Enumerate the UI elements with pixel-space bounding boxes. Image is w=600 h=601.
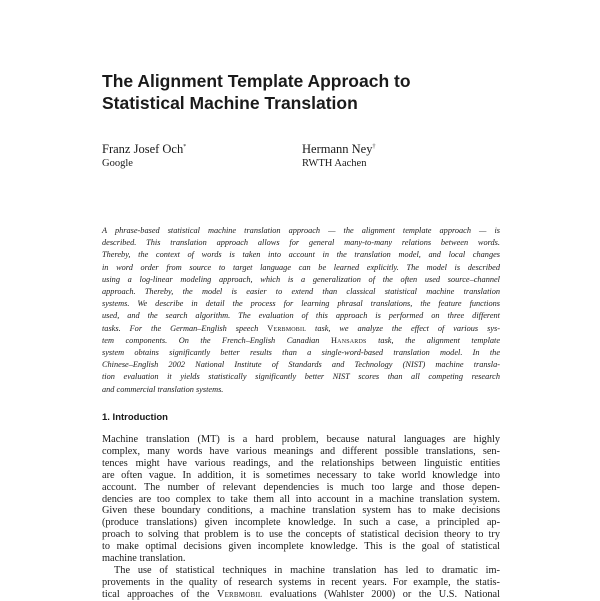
- abstract-line-hansards: [102, 335, 500, 347]
- author-2-name: Hermann Ney: [302, 142, 373, 157]
- abstract-line: and commercial translation systems.: [102, 384, 224, 394]
- abstract: [102, 225, 500, 396]
- abstract-line: used, and the search algorithm. The evaluation of this approach is performed on three different: [102, 311, 500, 321]
- abstract-line: described. This translation approach allows for general many-to-many relations between words.: [102, 238, 500, 248]
- section-heading-introduction: 1. Introduction: [102, 412, 168, 423]
- title-line-1: The Alignment Template Approach to: [102, 71, 411, 91]
- author-1: [102, 140, 186, 170]
- abstract-text: tem components. On the French–English Canadian: [102, 335, 331, 345]
- body-line: tences might have various readings, and the relationships between linguistic entities: [102, 457, 500, 469]
- body-line: The use of statistical techniques in machine translation has led to dramatic im-: [114, 564, 500, 576]
- body-line: Machine translation (MT) is a hard problem, because natural languages are highly: [102, 434, 500, 445]
- author-1-affiliation: Google: [102, 158, 133, 170]
- author-1-mark: *: [183, 144, 187, 150]
- body-line: dencies are too complex to take them all into account in a machine translation system.: [102, 493, 500, 505]
- body-line: Given these boundary conditions, a machine translation system has to make decisions: [102, 505, 500, 517]
- abstract-line: in word order from source to target language can be learned explicitly. The model is described: [102, 262, 500, 272]
- body-line: are often vague. In addition, it is sometimes necessary to take world knowledge into: [102, 469, 500, 481]
- body-line: proach to solving that problem is to use the concepts of statistical decision theory to try: [102, 529, 500, 541]
- author-2-mark: †: [372, 144, 376, 150]
- verbmobil-small-caps: Verbmobil: [216, 588, 263, 600]
- body-line: complex, many words have various meanings and different possible translations, sen-: [102, 445, 500, 457]
- abstract-line: system obtains significantly better results than a single-word-based translation model. In the: [102, 348, 500, 358]
- abstract-line-verbmobil: [102, 323, 500, 335]
- author-2: [302, 140, 375, 170]
- body-line: provements in the quality of research systems in recent years. For example, the statis-: [102, 576, 500, 588]
- abstract-line: Thereby, the context of words is taken into account in the translation model, and local changes: [102, 250, 500, 260]
- author-1-name-wrap: [102, 140, 186, 157]
- title-line-2: Statistical Machine Translation: [102, 93, 358, 113]
- hansards-small-caps: Hansards: [330, 335, 367, 345]
- abstract-line: systems. We describe in detail the process for learning phrasal translations, the feature functions: [102, 299, 500, 309]
- abstract-text: task, we analyze the effect of various sys-: [306, 323, 500, 333]
- abstract-line: Chinese–English 2002 National Institute of Standards and Technology (NIST) machine transla-: [102, 360, 500, 370]
- abstract-line: tion evaluation it yields statistically significantly better NIST scores than all competing research: [102, 372, 500, 382]
- abstract-line: A phrase-based statistical machine translation approach — the alignment template approach — is: [102, 226, 500, 235]
- paper-title: [102, 70, 502, 114]
- body-line: (produce translations) given incomplete knowledge. In such a case, a principled ap-: [102, 517, 500, 529]
- abstract-text: task, the alignment template: [366, 335, 501, 345]
- body-line: account. The number of relevant dependencies is much too large and those depen-: [102, 481, 500, 493]
- body-line-verbmobil: [102, 589, 500, 601]
- abstract-line: using a log-linear modeling approach, which is a generalization of the often used source–channel: [102, 274, 500, 284]
- author-2-affiliation: RWTH Aachen: [302, 158, 367, 170]
- abstract-text: tasks. For the German–English speech: [102, 323, 268, 333]
- body-text: evaluations (Wahlster 2000) or the U.S. National: [262, 588, 500, 600]
- author-2-name-wrap: [302, 140, 375, 157]
- body-line: to make optimal decisions given incomplete knowledge. This is the goal of statistical: [102, 541, 500, 553]
- body-line: machine translation.: [102, 553, 186, 565]
- author-1-name: Franz Josef Och: [102, 142, 184, 157]
- abstract-line: approach. Thereby, the model is easier to extend than classical statistical machine translation: [102, 287, 500, 297]
- verbmobil-small-caps: Verbmobil: [267, 323, 307, 333]
- introduction-body: [102, 434, 500, 601]
- body-text: tical approaches of the: [102, 588, 217, 600]
